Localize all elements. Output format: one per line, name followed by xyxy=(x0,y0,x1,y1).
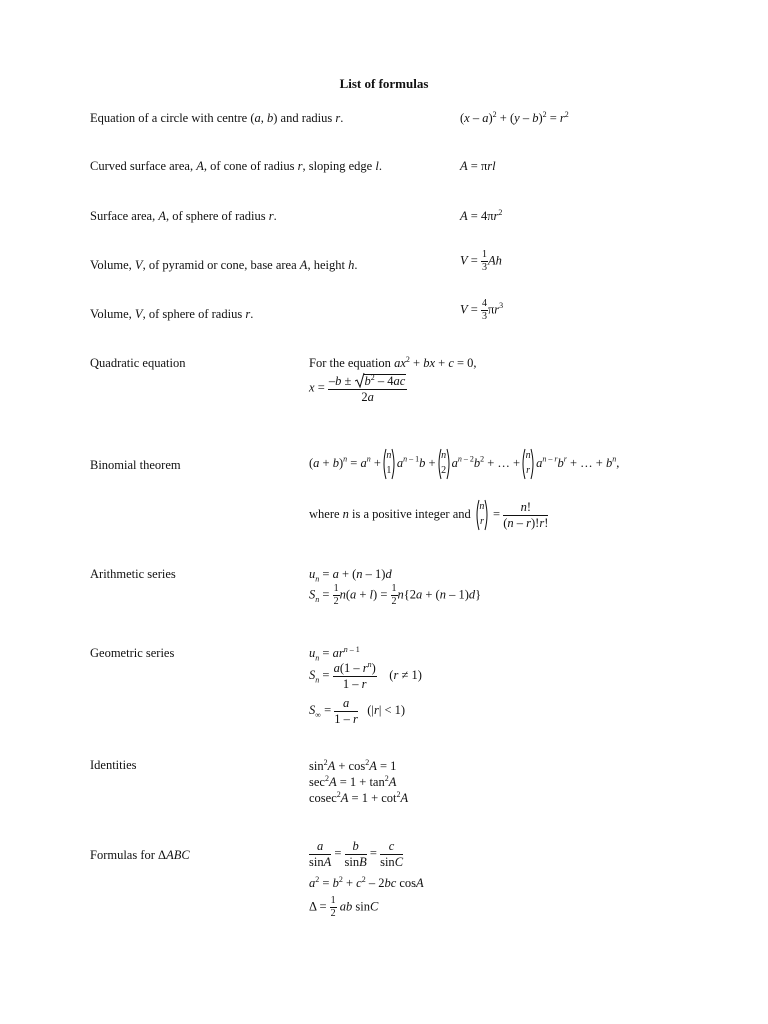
binom-n-1: n 1 xyxy=(382,448,396,480)
label-quadratic: Quadratic equation xyxy=(90,356,186,370)
label-geometric: Geometric series xyxy=(90,646,175,660)
binom-n-r: n r xyxy=(521,448,535,480)
binom-n-2: n 2 xyxy=(437,448,451,480)
label-sphere-area: Surface area, A, of sphere of radius r. xyxy=(90,209,277,223)
binom-n-r-def: n r xyxy=(475,499,489,531)
cosine-rule: $a^2 = b^2 + c^2 - 2bc$ cosA xyxy=(309,874,424,890)
formula-circle: $(x - a)^2 + (y - b)^2 = r^2$ xyxy=(460,109,569,125)
geometric-sum-infinity: $S_\infty$ = $\frac{a}{1 - r}$ (|r| < 1) xyxy=(309,696,406,726)
label-circle: Equation of a circle with centre (a, b) and radius r. xyxy=(90,111,344,125)
label-triangle: Formulas for ΔABC xyxy=(90,848,190,862)
arithmetic-nth-term: $u_n = a + (n - 1)d$ xyxy=(309,567,392,584)
formula-sphere-area: $A = 4\pi r^2$ xyxy=(460,207,503,223)
geometric-sum: $S_n$ = $\frac{a(1 - r^n)}{1 - r}$ (r ≠ 1) xyxy=(309,659,422,691)
triangle-area: Δ = $\frac{1}{2}$ ab sinC xyxy=(309,895,379,919)
binomial-definition: where n is a positive integer and n r = $\frac{n!}{(n - r)!r!}$ xyxy=(309,500,549,530)
formula-pyramid: V = $\frac{1}{3}$ Ah xyxy=(460,249,502,273)
identities-block: $\sin^2A + \cos^2A = 1$ $\sec^2A = 1 + \tan^2A$ $cosec^2A = 1 + \cot^2A$ xyxy=(309,757,409,805)
label-arithmetic: Arithmetic series xyxy=(90,567,176,581)
quadratic-formula: x = –b ± $b^2 - 4ac$ 2a xyxy=(309,372,406,404)
label-sphere-volume: Volume, V, of sphere of radius r. xyxy=(90,307,254,321)
formula-sphere-volume: V = $\frac{4}{3}$ $\pi r^3$ xyxy=(460,298,504,322)
sine-rule: $\frac{a}{\sin A}$ = $\frac{b}{\sin B}$ = $\frac{c}{\sin C}$ xyxy=(309,839,404,869)
label-cone: Curved surface area, A, of cone of radius r, sloping edge l. xyxy=(90,159,382,173)
quadratic-intro: For the equation $ax^2$ + bx + c = 0, xyxy=(309,354,477,370)
label-pyramid: Volume, V, of pyramid or cone, base area A, height h. xyxy=(90,258,358,272)
geometric-nth-term: $u_n = ar^{n - 1}$ xyxy=(309,644,360,663)
label-binomial: Binomial theorem xyxy=(90,458,181,472)
page-title: List of formulas xyxy=(339,76,429,91)
label-identities: Identities xyxy=(90,758,137,772)
arithmetic-sum: $S_n$ = $\frac{1}{2}$ n(a + l) = $\frac{1}{2}$ n{2a + (n – 1)d} xyxy=(309,583,482,607)
binomial-formula: $(a + b)^n = a^n$ + n 1 $a^{n - 1}b$ + n 2 $a^{n - 2}b^2$ + … + n r $a^{n - r}b^r$ + … + $b^n$, xyxy=(309,448,619,480)
formula-cone: A = πrl xyxy=(460,159,496,173)
